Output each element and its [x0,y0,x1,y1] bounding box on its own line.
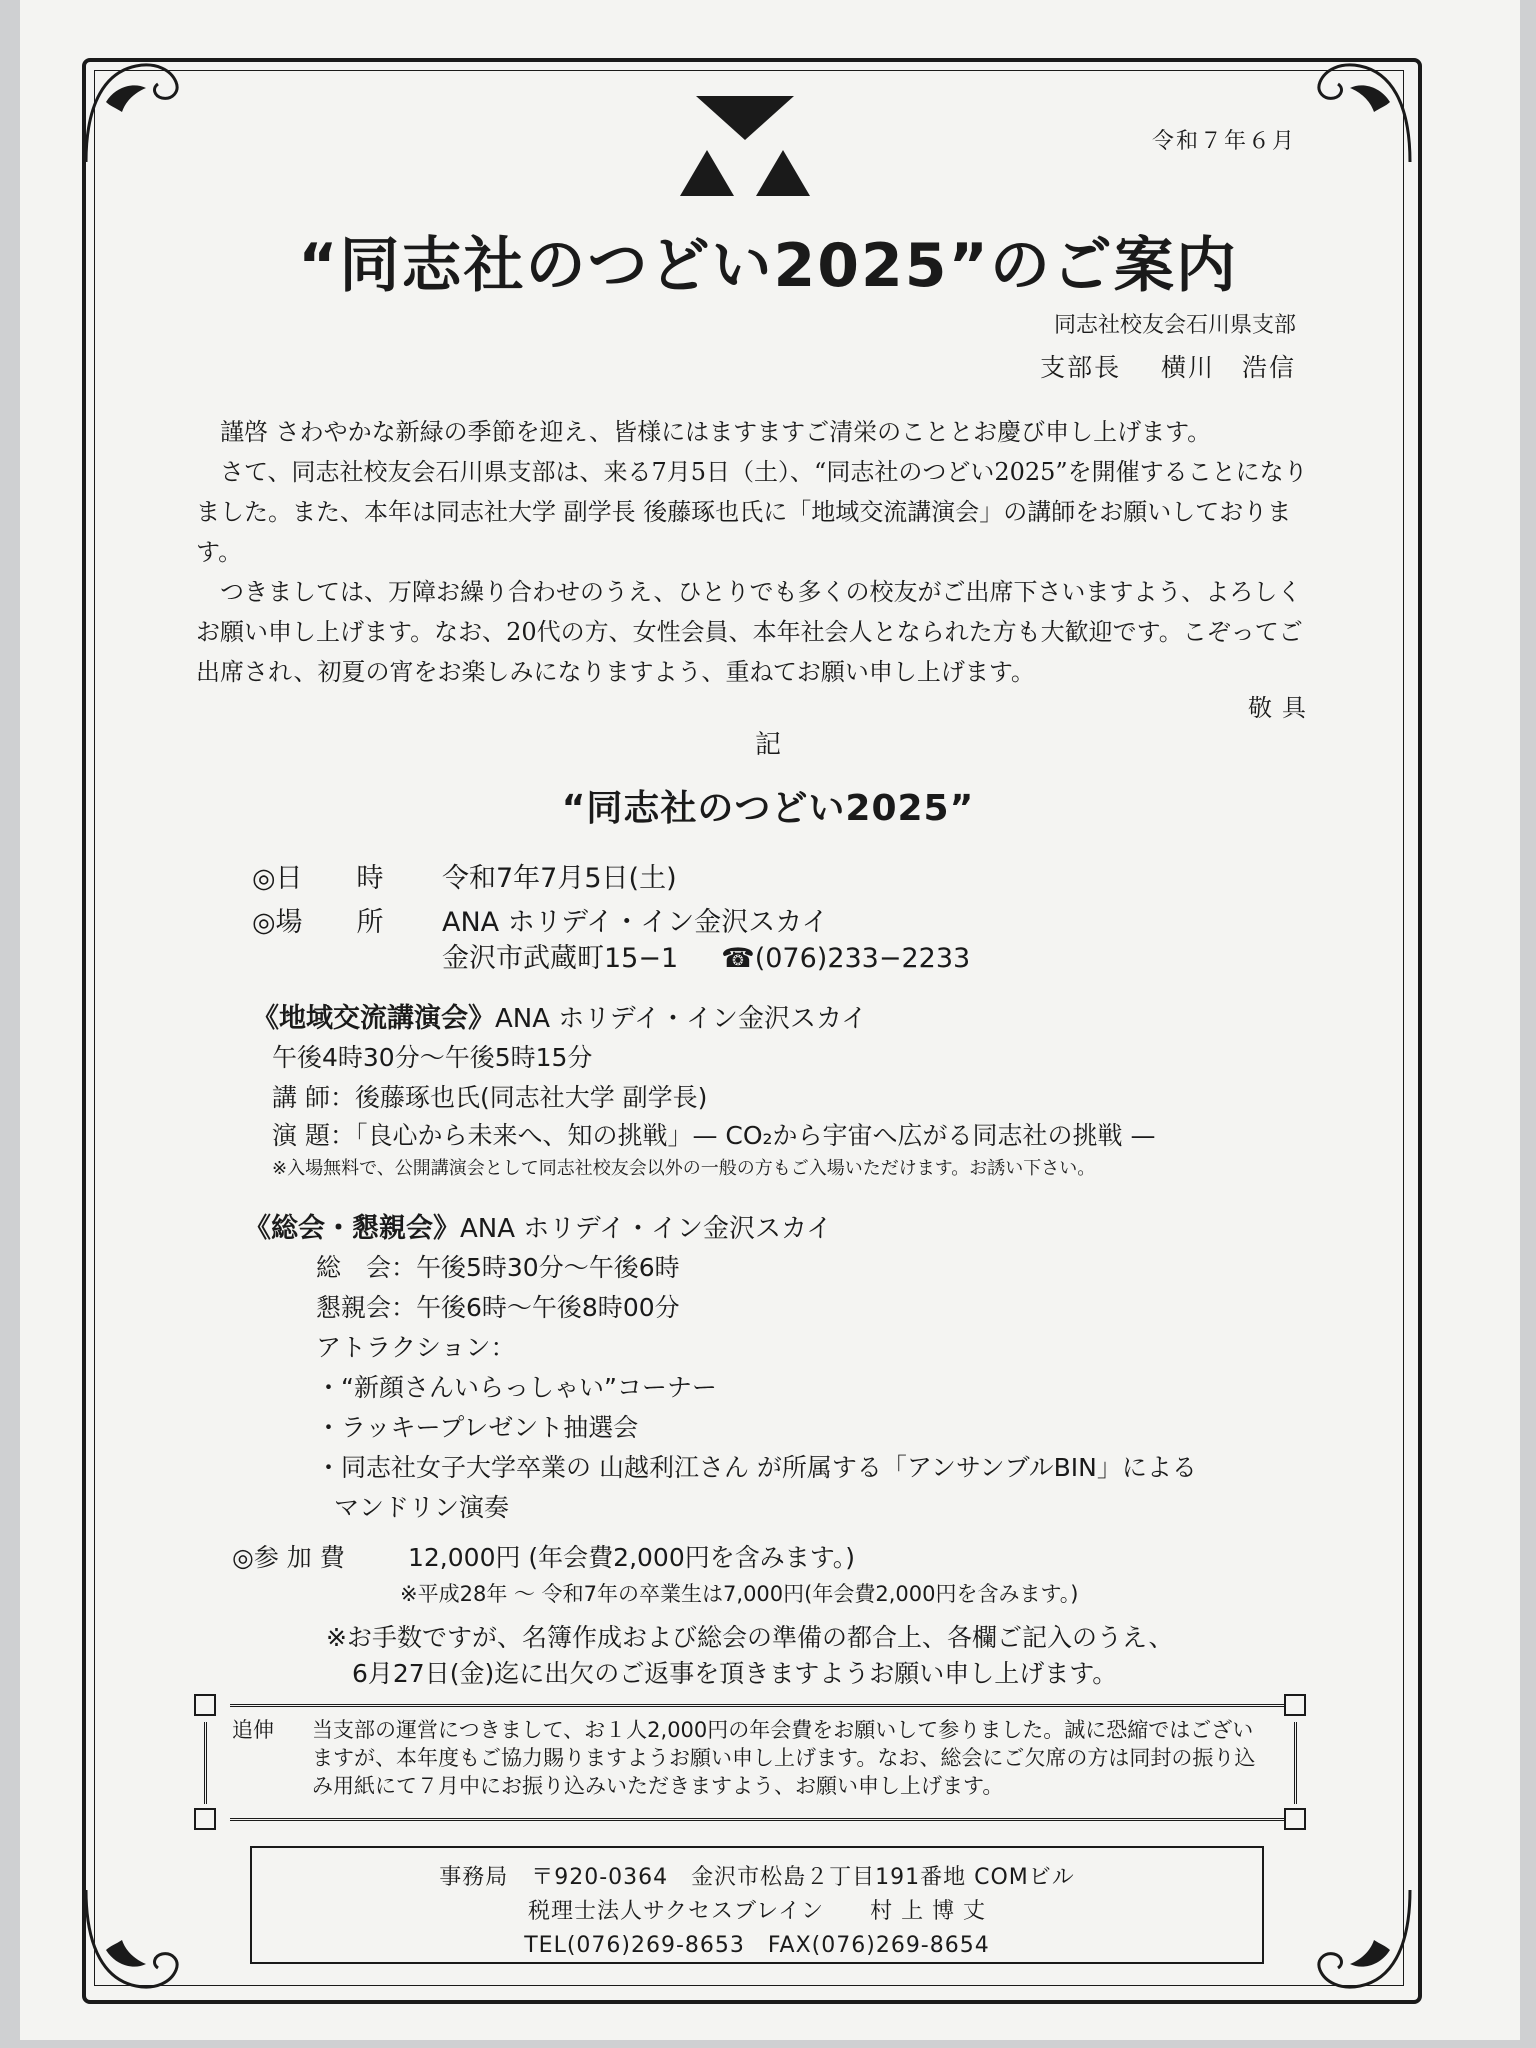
reply-request-1: ※お手数ですが、名簿作成および総会の準備の都合上、各欄ご記入のうえ、 [326,1623,1174,1652]
postscript-bottom-rule [230,1818,1290,1821]
postscript-label: 追伸 [232,1718,274,1742]
box-corner-icon [194,1808,216,1830]
phone: ☎(076)233−2233 [721,943,971,974]
branch-chief [1040,348,1296,384]
paragraph-greeting: 謹啓 さわやかな新緑の季節を迎え、皆様にはますますご清栄のこととお慶び申し上げます。 [220,418,1212,446]
fee-note: ※平成28年 〜 令和7年の卒業生は7,000円(年会費2,000円を含みます。) [400,1582,1079,1606]
date-label: ◎日 時 [252,863,384,894]
issue-date: 令和７年６月 [1151,129,1296,154]
address: 金沢市武蔵町15−1 [442,943,679,974]
assembly-time: 総 会：午後5時30分〜午後6時 [316,1253,680,1282]
party-time: 懇親会：午後6時〜午後8時00分 [316,1293,680,1322]
postscript-right-rule [1294,1722,1297,1804]
letter-body [196,412,1312,692]
lecture-speaker: 講 師：後藤琢也氏(同志社大学 副学長) [272,1083,708,1112]
postscript [232,1716,1272,1800]
date-value: 令和7年7月5日(土) [442,863,677,894]
event-subtitle: “同志社のつどい2025” [561,788,975,829]
event-address-row [442,936,970,975]
fee-value: 12,000円 (年会費2,000円を含みます。) [408,1543,856,1572]
place-value: ANA ホリデイ・イン金沢スカイ [442,907,829,938]
organization-name: 同志社校友会石川県支部 [1053,313,1296,338]
lecture-note: ※入場無料で、公開講演会として同志社校友会以外の一般の方もご入場いただけます。お誘い下さい。 [272,1158,1096,1179]
event-place-row [252,900,828,939]
general-heading: 《総会・懇親会》 [244,1213,460,1244]
paragraph-announcement: さて、同志社校友会石川県支部は、来る7月5日（土）、“同志社のつどい2025”を開催することになりました。また、本年は同志社大学 副学長 後藤琢也氏に「地域交流講演会」の講師をお願いしております。 [196,458,1308,566]
lecture-heading-row [252,996,867,1035]
ki-marker: 記 [754,730,781,760]
place-label: ◎場 所 [252,907,384,938]
fee-label: ◎参 加 費 [232,1543,345,1572]
office-info-box [250,1846,1264,1964]
postscript-top-rule [230,1704,1290,1707]
attraction-item: ・ラッキープレゼント抽選会 [316,1413,639,1442]
page-title: “同志社のつどい2025”のご案内 [298,231,1238,301]
general-heading-row [244,1206,832,1245]
reply-request-2: 6月27日(金)迄に出欠のご返事を頂きますようお願い申し上げます。 [352,1659,1118,1688]
lecture-time: 午後4時30分〜午後5時15分 [272,1043,593,1072]
box-corner-icon [1284,1808,1306,1830]
corner-ornament-top-right [1300,52,1420,172]
chief-name: 横川 浩信 [1160,353,1296,382]
attraction-item: ・同志社女子大学卒業の 山越利江さん が所属する「アンサンブルBIN」による [316,1453,1197,1482]
attraction-item: マンドリン演奏 [334,1493,510,1522]
doshisha-crest-icon [676,92,814,200]
attraction-label: アトラクション： [316,1333,516,1362]
event-date-row [252,856,677,895]
box-corner-icon [1284,1694,1306,1716]
paragraph-request: つきましては、万障お繰り合わせのうえ、ひとりでも多くの校友がご出席下さいますよう、よろしくお願い申し上げます。なお、20代の方、女性会員、本年社会人となられた方も大歓迎です。こぞってご出席され、初夏の宵をお楽しみになりますよう、重ねてお願い申し上げます。 [196,578,1303,686]
office-firm: 税理士法人サクセスブレイン 村 上 博 丈 [527,1899,987,1924]
box-corner-icon [194,1694,216,1716]
closing-keigu: 敬具 [1248,694,1316,722]
general-venue: ANA ホリデイ・イン金沢スカイ [460,1214,833,1244]
lecture-heading: 《地域交流講演会》 [252,1003,495,1034]
corner-ornament-top-left [76,52,196,172]
office-contact: TEL(076)269-8653 FAX(076)269-8654 [524,1933,990,1958]
lecture-theme: 演 題：「良心から未来へ、知の挑戦」— CO₂から宇宙へ広がる同志社の挑戦 — [272,1121,1156,1150]
corner-ornament-bottom-left [76,1880,196,2000]
lecture-venue: ANA ホリデイ・イン金沢スカイ [495,1004,868,1034]
attraction-item: ・“新顔さんいらっしゃい”コーナー [316,1373,717,1402]
fee-row [232,1538,855,1574]
corner-ornament-bottom-right [1300,1880,1420,2000]
postscript-left-rule [204,1722,207,1804]
postscript-text: 当支部の運営につきまして、お１人2,000円の年会費をお願いして参りました。誠に恐縮ではございますが、本年度もご協力賜りますようお願い申し上げます。なお、総会にご欠席の方は同封の振り込み用紙にて７月中にお振り込みいただきますよう、お願い申し上げます。 [312,1718,1256,1798]
chief-label: 支部長 [1040,353,1122,382]
office-address: 事務局 〒920-0364 金沢市松島２丁目191番地 COMビル [439,1865,1075,1890]
